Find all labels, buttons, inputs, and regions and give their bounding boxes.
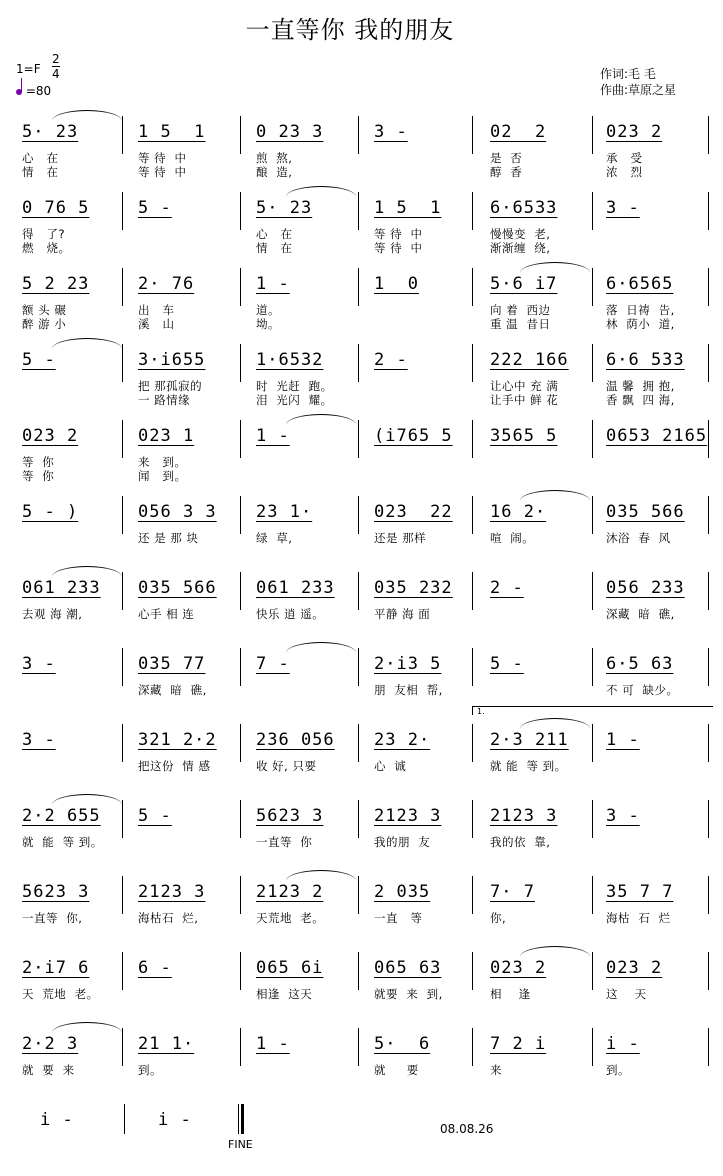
barline: [358, 876, 359, 914]
measure-notes: 3 -: [606, 806, 640, 826]
score-system: [0, 342, 723, 416]
barline: [472, 1028, 473, 1066]
measure-notes: 1 -: [256, 426, 290, 446]
measure-notes: 023 22: [374, 502, 453, 522]
lyric-verse-1: 得 了?: [22, 227, 66, 241]
barline: [472, 572, 473, 610]
measure-notes: 2123 2: [256, 882, 324, 902]
lyric-verse-1: 平静 海 面: [374, 607, 431, 621]
lyric-verse-1: 一直 等: [374, 911, 423, 925]
lyric-verse-1: 温 馨 拥 抱,: [606, 379, 675, 393]
barline: [122, 268, 123, 306]
lyric-verse-1: 向 着 西边: [490, 303, 551, 317]
barline: [122, 800, 123, 838]
barline: [122, 496, 123, 534]
lyric-verse-1: 相逢 这天: [256, 987, 313, 1001]
measure-notes: 5· 23: [22, 122, 79, 142]
measure-notes: 0 76 5: [22, 198, 90, 218]
barline: [122, 344, 123, 382]
barline: [122, 952, 123, 990]
time-signature: [52, 52, 60, 81]
measure-notes: 3·i655: [138, 350, 206, 370]
measure-notes: 1 0: [374, 274, 419, 294]
lyric-verse-1: 让心中 充 满: [490, 379, 559, 393]
measure-notes: 065 63: [374, 958, 442, 978]
lyric-verse-1: 天荒地 老。: [256, 911, 325, 925]
measure-notes: 5 - ): [22, 502, 79, 522]
measure-notes: 02 2: [490, 122, 547, 142]
measure-notes: 3 -: [606, 198, 640, 218]
measure-notes: 061 233: [256, 578, 335, 598]
measure-notes: 5· 6: [374, 1034, 431, 1054]
measure-notes: 023 2: [606, 122, 663, 142]
lyric-verse-1: 道。: [256, 303, 280, 317]
lyric-verse-2: 一 路情缘: [138, 393, 191, 407]
measure-notes: 2·3 211: [490, 730, 569, 750]
measure-notes: i -: [606, 1034, 640, 1054]
barline: [592, 496, 593, 534]
barline: [358, 116, 359, 154]
measure-notes: 23 1·: [256, 502, 313, 522]
lyric-verse-1: 绿 草,: [256, 531, 293, 545]
measure-notes: 3 -: [22, 654, 56, 674]
lyric-verse-1: 把 那孤寂的: [138, 379, 203, 393]
barline: [240, 952, 241, 990]
measure-notes: 7 2 i: [490, 1034, 547, 1054]
barline: [240, 192, 241, 230]
barline: [472, 192, 473, 230]
measure-notes: 1 -: [256, 1034, 290, 1054]
barline: [358, 952, 359, 990]
lyric-verse-1: 把这份 情 感: [138, 759, 211, 773]
lyric-verse-1: 额 头 碾: [22, 303, 67, 317]
lyric-verse-2: 溪 山: [138, 317, 175, 331]
barline: [592, 648, 593, 686]
measure-notes: 0653 2165: [606, 426, 708, 446]
measure-notes: 2123 3: [490, 806, 558, 826]
lyric-verse-1: 这 天: [606, 987, 647, 1001]
barline: [472, 724, 473, 762]
measure-notes: 6·6565: [606, 274, 674, 294]
barline: [122, 876, 123, 914]
barline: [122, 420, 123, 458]
barline: [472, 952, 473, 990]
lyric-verse-2: 重 温 昔日: [490, 317, 551, 331]
barline: [708, 192, 709, 230]
barline: [708, 724, 709, 762]
barline: [122, 1028, 123, 1066]
barline: [472, 800, 473, 838]
score-system: [0, 570, 723, 644]
lyric-verse-1: 天 荒地 老。: [22, 987, 99, 1001]
lyric-verse-1: 沐浴 春 风: [606, 531, 671, 545]
lyric-verse-1: 落 日祷 告,: [606, 303, 675, 317]
lyric-verse-1: 心手 相 连: [138, 607, 195, 621]
measure-notes: i -: [40, 1110, 74, 1130]
lyric-verse-2: 情 在: [22, 165, 59, 179]
coda-system: [0, 1102, 723, 1176]
measure-notes: 321 2·2: [138, 730, 217, 750]
measure-notes: 0 23 3: [256, 122, 324, 142]
score-system: [0, 266, 723, 340]
lyric-verse-2: 渐渐缠 绕,: [490, 241, 551, 255]
lyric-verse-1: 相 逢: [490, 987, 531, 1001]
barline: [592, 572, 593, 610]
lyric-verse-2: 浓 烈: [606, 165, 643, 179]
final-barline: [238, 1104, 244, 1134]
barline: [122, 116, 123, 154]
measure-notes: 035 77: [138, 654, 206, 674]
measure-notes: 1 5 1: [374, 198, 442, 218]
barline: [240, 876, 241, 914]
lyric-verse-1: 我的依 靠,: [490, 835, 551, 849]
barline: [592, 116, 593, 154]
lyric-verse-1: 时 光赶 跑。: [256, 379, 333, 393]
measure-notes: 1 5 1: [138, 122, 206, 142]
lyric-verse-1: 等 待 中: [374, 227, 423, 241]
measure-notes: 5 -: [138, 198, 172, 218]
date-stamp: 08.08.26: [440, 1122, 494, 1136]
meter-denominator: 4: [52, 67, 60, 81]
lyric-verse-2: 燃 烧。: [22, 241, 71, 255]
measure-notes: 2 035: [374, 882, 431, 902]
barline: [358, 1028, 359, 1066]
measure-notes: 2 -: [374, 350, 408, 370]
barline: [592, 420, 593, 458]
lyric-verse-1: 朋 友相 帮,: [374, 683, 443, 697]
barline: [592, 268, 593, 306]
barline: [122, 192, 123, 230]
measure-notes: 5· 23: [256, 198, 313, 218]
measure-notes: i -: [158, 1110, 192, 1130]
lyric-verse-2: 等 待 中: [374, 241, 423, 255]
lyric-verse-1: 煎 熬,: [256, 151, 293, 165]
score-system: [0, 418, 723, 492]
measure-notes: 065 6i: [256, 958, 324, 978]
lyric-verse-1: 来: [490, 1063, 502, 1077]
barline: [240, 116, 241, 154]
lyric-verse-2: 等 你: [22, 469, 55, 483]
lyric-verse-1: 就 要 来: [22, 1063, 75, 1077]
barline: [122, 572, 123, 610]
barline: [240, 344, 241, 382]
barline: [358, 800, 359, 838]
measure-notes: 2 -: [490, 578, 524, 598]
meter-numerator: 2: [52, 52, 60, 66]
barline: [708, 1028, 709, 1066]
barline: [708, 420, 709, 458]
barline: [708, 648, 709, 686]
score-system: [0, 950, 723, 1024]
lyric-verse-1: 来 到。: [138, 455, 187, 469]
lyric-verse-1: 去观 海 潮,: [22, 607, 83, 621]
lyric-verse-1: 出 车: [138, 303, 175, 317]
lyric-verse-1: 就 能 等 到。: [22, 835, 103, 849]
lyric-verse-1: 一直等 你: [256, 835, 313, 849]
barline: [472, 648, 473, 686]
lyric-verse-2: 酿 造,: [256, 165, 293, 179]
barline: [240, 1028, 241, 1066]
fine-marking: FINE: [228, 1138, 253, 1151]
lyric-verse-1: 是 否: [490, 151, 523, 165]
lyric-verse-1: 还是 那样: [374, 531, 427, 545]
measure-notes: 3 -: [22, 730, 56, 750]
measure-notes: 023 2: [22, 426, 79, 446]
measure-notes: 7 -: [256, 654, 290, 674]
lyric-verse-2: 情 在: [256, 241, 293, 255]
barline: [592, 344, 593, 382]
measure-notes: (i765 5: [374, 426, 453, 446]
measure-notes: 023 2: [490, 958, 547, 978]
measure-notes: 222 166: [490, 350, 569, 370]
lyric-verse-1: 快乐 逍 遥。: [256, 607, 325, 621]
measure-notes: 5·6 i7: [490, 274, 558, 294]
measure-notes: 1·6532: [256, 350, 324, 370]
measure-notes: 5623 3: [256, 806, 324, 826]
lyric-verse-1: 深藏 暗 礁,: [606, 607, 675, 621]
measure-notes: 2·2 3: [22, 1034, 79, 1054]
barline: [358, 648, 359, 686]
barline: [358, 496, 359, 534]
measure-notes: 2123 3: [374, 806, 442, 826]
barline: [708, 268, 709, 306]
lyric-verse-2: 醉 游 小: [22, 317, 67, 331]
volta-bracket: 1.: [472, 706, 713, 715]
barline: [124, 1104, 125, 1134]
lyric-verse-2: 闻 到。: [138, 469, 187, 483]
measure-notes: 5 -: [22, 350, 56, 370]
lyric-verse-1: 心 在: [22, 151, 59, 165]
score-system: [0, 798, 723, 872]
measure-notes: 5623 3: [22, 882, 90, 902]
barline: [240, 724, 241, 762]
barline: [472, 268, 473, 306]
barline: [358, 344, 359, 382]
measure-notes: 035 566: [138, 578, 217, 598]
barline: [708, 952, 709, 990]
measure-notes: 5 2 23: [22, 274, 90, 294]
measure-notes: 16 2·: [490, 502, 547, 522]
lyric-verse-2: 香 飘 四 海,: [606, 393, 675, 407]
lyric-verse-2: 坳。: [256, 317, 280, 331]
score-system: [0, 874, 723, 948]
lyric-verse-1: 就 能 等 到。: [490, 759, 567, 773]
measure-notes: 1 -: [256, 274, 290, 294]
tempo-marking: [16, 84, 51, 98]
barline: [708, 876, 709, 914]
lyric-verse-1: 就 要: [374, 1063, 419, 1077]
lyric-verse-1: 等 你: [22, 455, 55, 469]
measure-notes: 056 233: [606, 578, 685, 598]
score-system: [0, 1026, 723, 1100]
barline: [472, 344, 473, 382]
barline: [708, 116, 709, 154]
barline: [592, 724, 593, 762]
barline: [240, 496, 241, 534]
lyricist-credit: 作词:毛 毛: [600, 67, 656, 81]
measure-notes: 3 -: [374, 122, 408, 142]
barline: [358, 192, 359, 230]
lyric-verse-1: 海枯 石 烂: [606, 911, 671, 925]
measure-notes: 5 -: [138, 806, 172, 826]
lyric-verse-1: 海枯石 烂,: [138, 911, 199, 925]
measure-notes: 5 -: [490, 654, 524, 674]
lyric-verse-1: 到。: [606, 1063, 630, 1077]
lyric-verse-1: 就要 来 到,: [374, 987, 443, 1001]
lyric-verse-1: 你,: [490, 911, 507, 925]
measure-notes: 23 2·: [374, 730, 431, 750]
barline: [358, 724, 359, 762]
lyric-verse-1: 心 在: [256, 227, 293, 241]
composer-credit: 作曲:草原之星: [600, 83, 677, 97]
measure-notes: 035 232: [374, 578, 453, 598]
lyric-verse-1: 深藏 暗 礁,: [138, 683, 207, 697]
barline: [122, 724, 123, 762]
quarter-note-icon: [16, 89, 22, 95]
barline: [358, 572, 359, 610]
lyric-verse-2: 林 荫小 道,: [606, 317, 675, 331]
measure-notes: 6·6533: [490, 198, 558, 218]
credits: [600, 66, 676, 98]
barline: [472, 420, 473, 458]
song-title: 一直等你 我的朋友: [245, 16, 455, 44]
barline: [592, 800, 593, 838]
score-system: [0, 722, 723, 796]
score-system: [0, 494, 723, 568]
barline: [708, 496, 709, 534]
barline: [472, 876, 473, 914]
lyric-verse-2: 醇 香: [490, 165, 523, 179]
measure-notes: 6·6 533: [606, 350, 685, 370]
measure-notes: 2123 3: [138, 882, 206, 902]
lyric-verse-1: 承 受: [606, 151, 643, 165]
measure-notes: 1 -: [606, 730, 640, 750]
barline: [708, 800, 709, 838]
lyric-verse-2: 泪 光闪 耀。: [256, 393, 333, 407]
measure-notes: 6 -: [138, 958, 172, 978]
score-system: [0, 114, 723, 188]
measure-notes: 061 233: [22, 578, 101, 598]
slur-mark: [52, 110, 122, 121]
measure-notes: 3565 5: [490, 426, 558, 446]
measure-notes: 7· 7: [490, 882, 535, 902]
lyric-verse-1: 收 好, 只要: [256, 759, 317, 773]
barline: [472, 496, 473, 534]
tempo-value: =80: [25, 84, 52, 98]
lyric-verse-2: 等 待 中: [138, 165, 187, 179]
barline: [122, 648, 123, 686]
lyric-verse-2: 让手中 鲜 花: [490, 393, 559, 407]
measure-notes: 6·5 63: [606, 654, 674, 674]
barline: [240, 420, 241, 458]
barline: [240, 572, 241, 610]
lyric-verse-1: 不 可 缺少。: [606, 683, 679, 697]
lyric-verse-1: 到。: [138, 1063, 162, 1077]
lyric-verse-1: 我的朋 友: [374, 835, 431, 849]
measure-notes: 21 1·: [138, 1034, 195, 1054]
barline: [708, 344, 709, 382]
barline: [592, 876, 593, 914]
key-signature: 1=F: [16, 62, 41, 76]
barline: [472, 116, 473, 154]
lyric-verse-1: 等 待 中: [138, 151, 187, 165]
score-system: [0, 190, 723, 264]
barline: [240, 800, 241, 838]
measure-notes: 2·i3 5: [374, 654, 442, 674]
measure-notes: 023 2: [606, 958, 663, 978]
barline: [592, 1028, 593, 1066]
barline: [358, 420, 359, 458]
barline: [240, 648, 241, 686]
lyric-verse-1: 还 是 那 块: [138, 531, 199, 545]
lyric-verse-1: 慢慢变 老,: [490, 227, 551, 241]
measure-notes: 056 3 3: [138, 502, 217, 522]
barline: [592, 952, 593, 990]
lyric-verse-1: 一直等 你,: [22, 911, 83, 925]
lyric-verse-1: 心 诚: [374, 759, 407, 773]
measure-notes: 035 566: [606, 502, 685, 522]
measure-notes: 023 1: [138, 426, 195, 446]
barline: [708, 572, 709, 610]
lyric-verse-1: 喧 闹。: [490, 531, 535, 545]
barline: [592, 192, 593, 230]
measure-notes: 2· 76: [138, 274, 195, 294]
barline: [240, 268, 241, 306]
measure-notes: 236 056: [256, 730, 335, 750]
measure-notes: 2·2 655: [22, 806, 101, 826]
measure-notes: 35 7 7: [606, 882, 674, 902]
measure-notes: 2·i7 6: [22, 958, 90, 978]
barline: [358, 268, 359, 306]
